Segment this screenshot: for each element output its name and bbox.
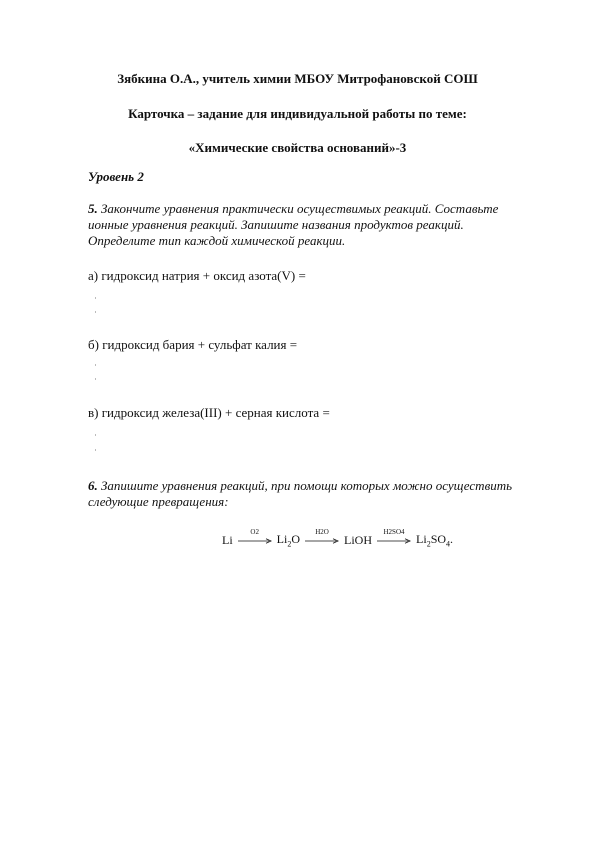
arrow-right-icon [304, 538, 340, 544]
arrow-right-icon [376, 538, 412, 544]
answer-placeholder-mark [95, 449, 96, 451]
task6-number: 6. [88, 478, 98, 493]
answer-placeholder-mark [95, 311, 96, 313]
chain-substance-4 [416, 532, 453, 548]
arrow-right-icon [237, 538, 273, 544]
task5-text-line3: Определите тип каждой химической реакции. [88, 233, 346, 248]
level-heading: Уровень 2 [88, 169, 144, 184]
chain-arrow-1 [237, 528, 273, 548]
chain-arrow-2 [304, 528, 340, 548]
task5-text-line1: Закончите уравнения практически осуществимых реакций. Составьте [101, 201, 499, 216]
task5-number: 5. [88, 201, 98, 216]
chain-arrow-3-reagent: H2SO4 [383, 528, 405, 536]
worksheet-title: Карточка – задание для индивидуальной работы по теме: [128, 106, 467, 121]
answer-placeholder-mark [95, 434, 96, 436]
task5-item-c: в) гидроксид железа(III) + серная кислота = [88, 405, 330, 420]
task6-instructions [88, 478, 558, 510]
chain-substance-4-anion: SO [430, 531, 447, 546]
chain-arrow-2-reagent: H2O [315, 528, 329, 536]
chain-arrow-1-reagent: O2 [250, 528, 259, 536]
task5-instructions [88, 201, 558, 249]
task5-item-b: б) гидроксид бария + сульфат калия = [88, 337, 298, 352]
topic-line: «Химические свойства оснований»-3 [188, 140, 407, 155]
chain-end-period: . [450, 531, 454, 546]
transformation-chain [222, 528, 453, 552]
chain-substance-2 [277, 532, 300, 548]
chain-substance-2-index: 2 [287, 539, 292, 548]
answer-placeholder-mark [95, 378, 96, 380]
chain-arrow-3 [376, 528, 412, 548]
chain-substance-1: Li [222, 533, 233, 547]
answer-placeholder-mark [95, 364, 96, 366]
chain-substance-4-index-2: 4 [446, 539, 451, 548]
chain-substance-4-symbol: Li [416, 531, 427, 546]
chain-substance-2-rest: O [291, 531, 301, 546]
chain-substance-2-symbol: Li [276, 531, 288, 546]
task6-text-line2: следующие превращения: [88, 494, 229, 509]
task6-text-line1: Запишите уравнения реакций, при помощи которых можно осуществить [101, 478, 513, 493]
chain-substance-4-index-1: 2 [426, 539, 431, 548]
author-line: Зябкина О.А., учитель химии МБОУ Митрофановской СОШ [117, 71, 478, 86]
task5-item-a: а) гидроксид натрия + оксид азота(V) = [88, 268, 306, 283]
answer-placeholder-mark [95, 297, 96, 299]
task5-text-line2: ионные уравнения реакций. Запишите названия продуктов реакций. [88, 217, 464, 232]
chain-substance-3: LiOH [344, 533, 373, 547]
